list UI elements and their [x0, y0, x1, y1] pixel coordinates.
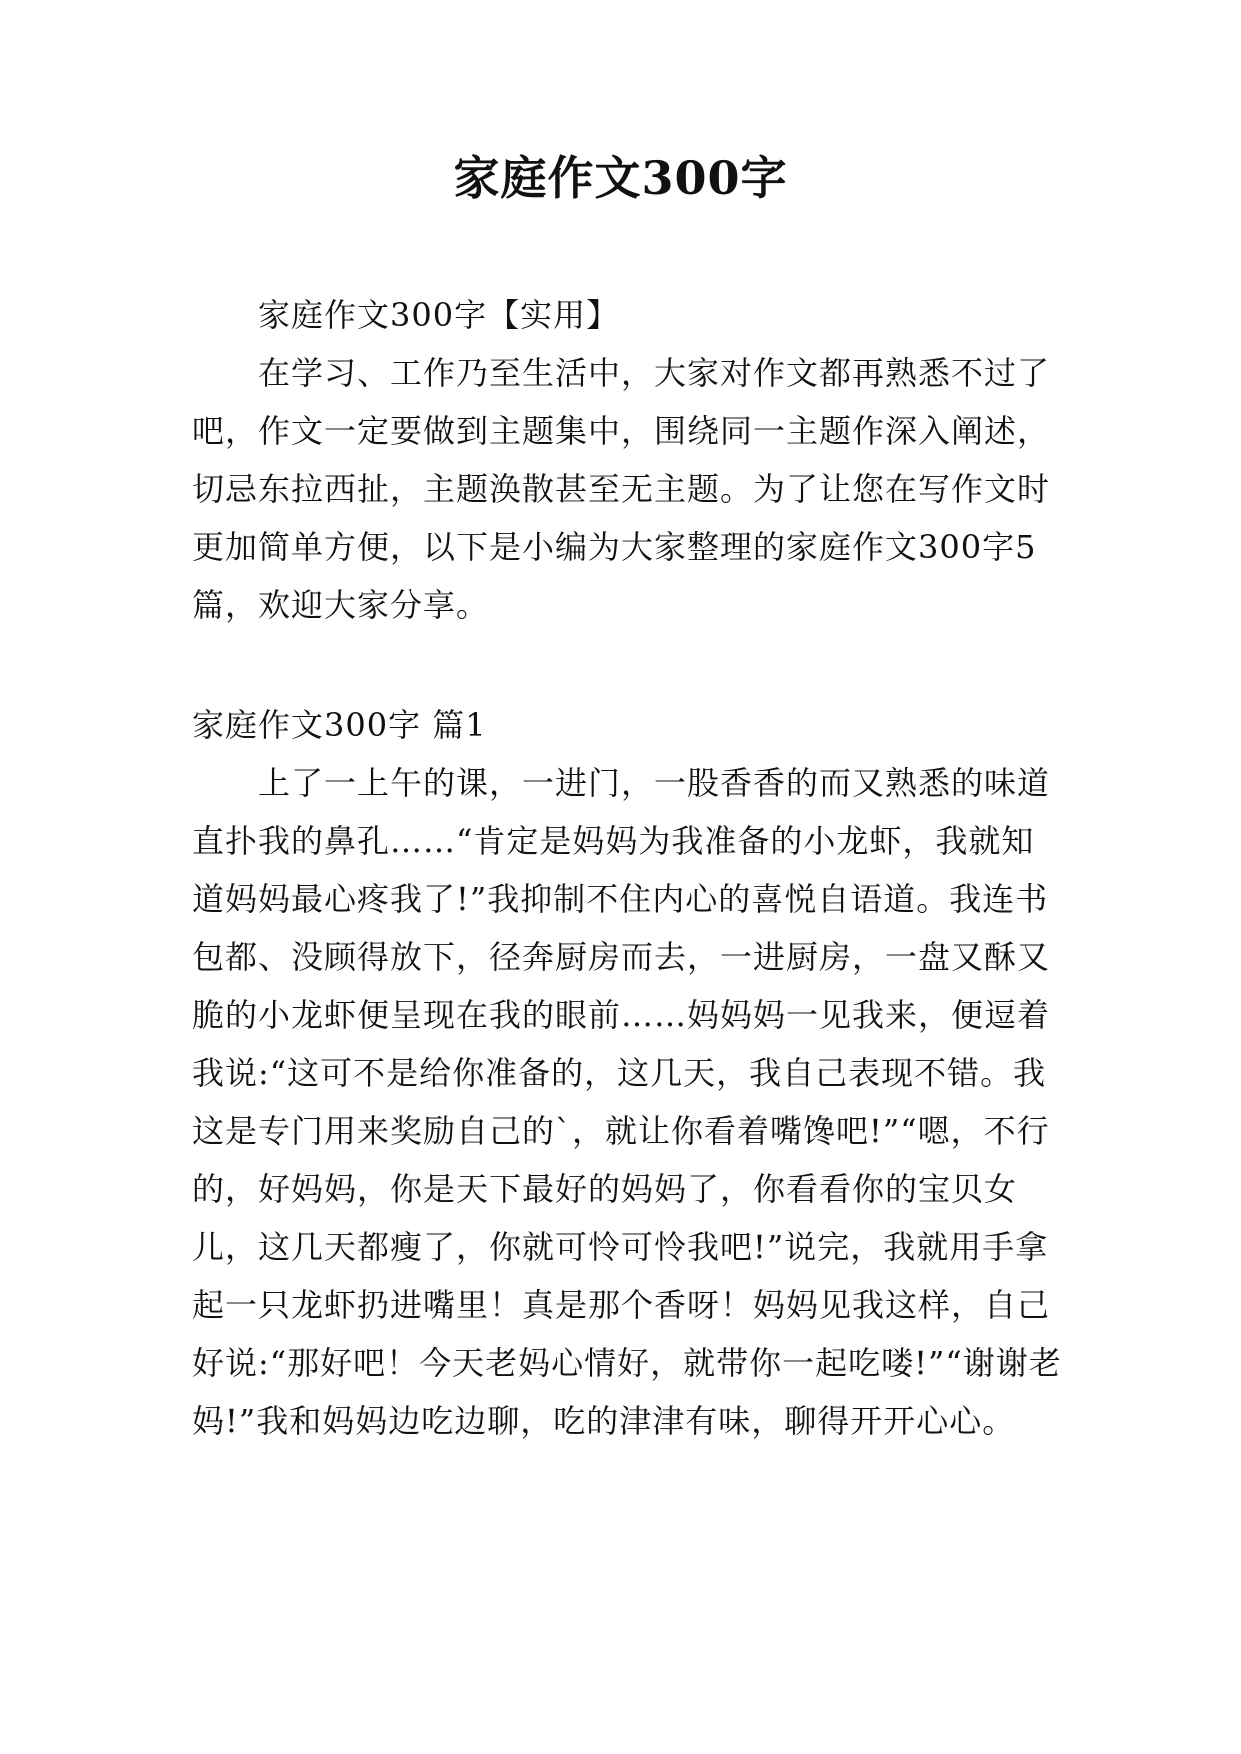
intro-paragraph: 在学习、工作乃至生活中，大家对作文都再熟悉不过了吧，作文一定要做到主题集中，围绕同一主题作深入阐述，切忌东拉西扯，主题涣散甚至无主题。为了让您在写作文时更加简单方便，以下是小编为大家整理的家庭作文300字5篇，欢迎大家分享。 [192, 354, 1051, 624]
section-heading: 家庭作文300字 篇1 [192, 706, 487, 744]
intro-block [192, 286, 1062, 634]
document-title: 家庭作文300字 [453, 151, 788, 205]
section-1 [192, 696, 1062, 1450]
section-paragraph: 上了一上午的课，一进门，一股香香的而又熟悉的味道直扑我的鼻孔……“肯定是妈妈为我准备的小龙虾，我就知道妈妈最心疼我了!”我抑制不住内心的喜悦自语道。我连书包都、没顾得放下，径奔厨房而去，一进厨房，一盘又酥又脆的小龙虾便呈现在我的眼前……妈妈妈一见我来，便逗着我说:“这可不是给你准备的，这几天，我自己表现不错。我这是专门用来奖励自己的`，就让你看着嘴馋吧!”“嗯，不行的，好妈妈，你是天下最好的妈妈了，你看看你的宝贝女儿，这几天都瘦了，你就可怜可怜我吧!”说完，我就用手拿起一只龙虾扔进嘴里！真是那个香呀！妈妈见我这样，自己好说:“那好吧！今天老妈心情好，就带你一起吃喽!”“谢谢老妈!”我和妈妈边吃边聊，吃的津津有味，聊得开开心心。 [192, 764, 1062, 1440]
document-subtitle: 家庭作文300字【实用】 [258, 296, 620, 334]
